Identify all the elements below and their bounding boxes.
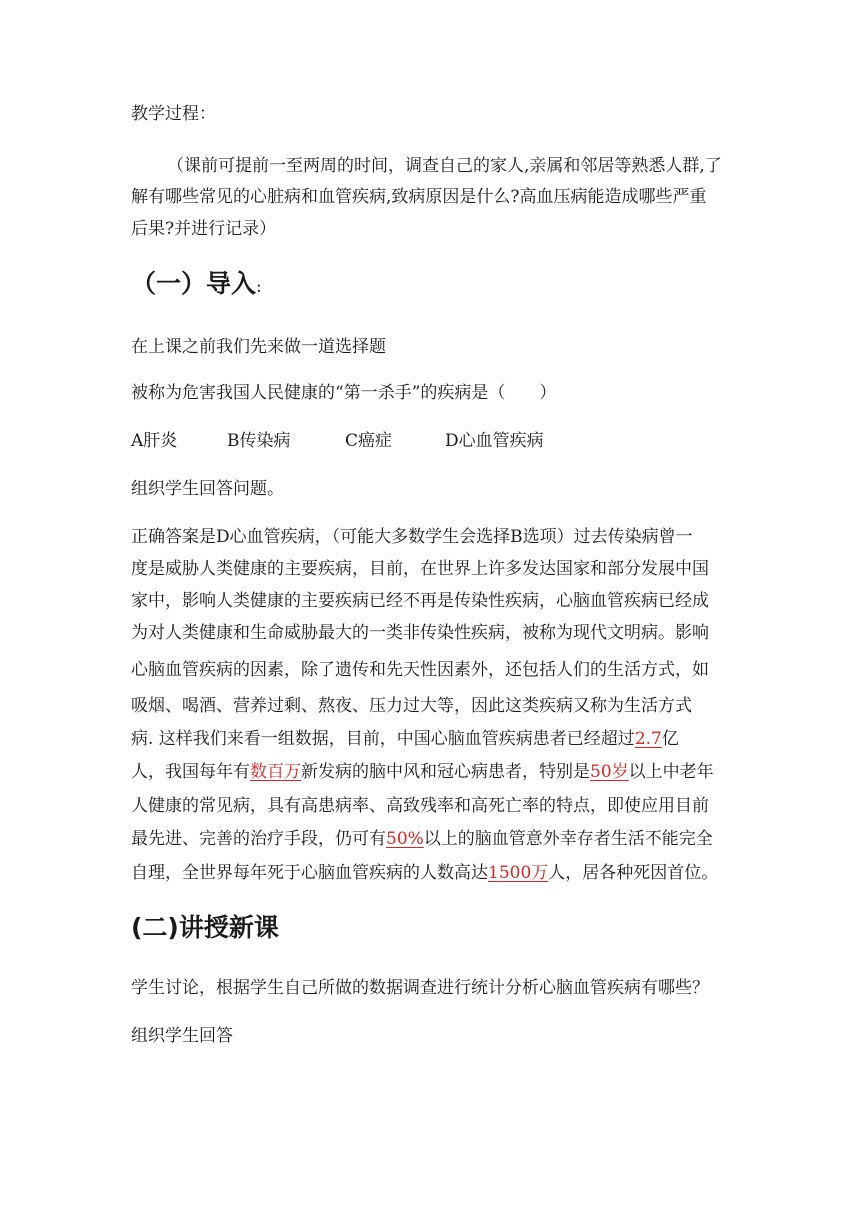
answer-line-8-post: 以上中老年 (628, 762, 714, 782)
answer-line-4: 为对人类健康和生命威胁最大的一类非传染性疾病，被称为现代文明病。影响 (131, 623, 709, 643)
answer-line-8 (131, 760, 714, 784)
answer-line-6: 吸烟、喝酒、营养过剩、熬夜、压力过大等，因此这类疾病又称为生活方式 (131, 696, 692, 716)
option-b: B传染病 (227, 431, 291, 451)
answer-line-1: 正确答案是D心血管疾病，（可能大多数学生会选择B选项）过去传染病曾一 (131, 527, 693, 547)
answer-line-2: 度是威胁人类健康的主要疾病，目前，在世界上许多发达国家和部分发展中国 (131, 559, 709, 579)
intro-note-line-1: （课前可提前一至两周的时间，调查自己的家人,亲属和邻居等熟悉人群,了 (167, 156, 722, 176)
stat-age: 50岁 (590, 762, 629, 782)
answer-line-11-post: 人，居各种死因首位。 (548, 863, 719, 883)
process-heading: 教学过程： (131, 104, 216, 124)
option-a: A肝炎 (131, 431, 178, 451)
answer-line-8-mid: 新发病的脑中风和冠心病患者，特别是 (301, 762, 590, 782)
answer-line-7 (131, 727, 679, 751)
answer-line-11-pre: 自理，全世界每年死于心脑血管疾病的人数高达 (131, 863, 488, 883)
answer-line-9: 人健康的常见病，具有高患病率、高致残率和高死亡率的特点，即使应用目前 (131, 796, 709, 816)
stat-patients: 2.7 (634, 729, 662, 749)
answer-line-11 (131, 861, 718, 885)
answer-line-5: 心脑血管疾病的因素，除了遗传和先天性因素外，还包括人们的生活方式，如 (131, 660, 709, 680)
section-heading-intro-text: （一）导入 (131, 269, 257, 298)
stat-deaths: 1500万 (488, 863, 549, 883)
stat-percent: 50% (386, 829, 424, 849)
option-d: D心血管疾病 (445, 431, 544, 451)
answer-line-7-post: 亿 (661, 729, 679, 749)
answer-line-3: 家中，影响人类健康的主要疾病已经不再是传染性疾病，心脑血管疾病已经成 (131, 591, 709, 611)
organize-answer-text: 组织学生回答问题。 (131, 479, 284, 499)
option-c: C癌症 (345, 431, 393, 451)
quiz-options (131, 429, 544, 453)
answer-line-10 (131, 827, 713, 851)
organize-answer-2-text: 组织学生回答 (131, 1026, 233, 1046)
answer-line-7-pre: 病. 这样我们来看一组数据，目前，中国心脑血管疾病患者已经超过 (131, 729, 635, 749)
intro-note-line-3: 后果?并进行记录） (131, 219, 277, 239)
section-heading-new-lesson: (二)讲授新课 (131, 913, 279, 942)
section-heading-intro (131, 267, 262, 304)
intro-note-line-2: 解有哪些常见的心脏病和血管疾病,致病原因是什么?高血压病能造成哪些严重 (131, 187, 707, 207)
lead-in-text: 在上课之前我们先来做一道选择题 (131, 337, 386, 357)
answer-line-8-pre: 人，我国每年有 (131, 762, 250, 782)
answer-line-10-post: 以上的脑血管意外幸存者生活不能完全 (423, 829, 713, 849)
discussion-text: 学生讨论，根据学生自己所做的数据调查进行统计分析心脑血管疾病有哪些？ (131, 978, 709, 998)
stat-new-cases: 数百万 (250, 762, 301, 782)
section-heading-intro-colon: : (256, 277, 262, 297)
quiz-question: 被称为危害我国人民健康的“第一杀手”的疾病是（ ） (131, 383, 557, 403)
answer-line-10-pre: 最先进、完善的治疗手段，仍可有 (131, 829, 386, 849)
